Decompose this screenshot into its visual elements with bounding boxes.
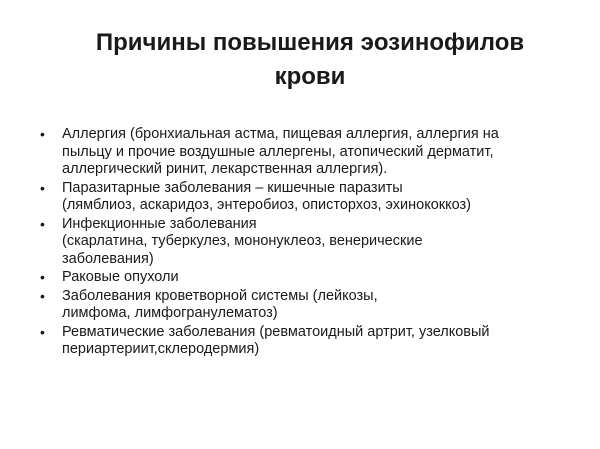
bullet-icon: • xyxy=(40,179,45,196)
list-item xyxy=(40,288,588,323)
list-item-line: аллергический ринит, лекарственная аллергия). xyxy=(62,161,388,177)
list-item xyxy=(40,269,588,287)
list-item-line: Ревматические заболевания (ревматоидный артрит, узелковый xyxy=(62,323,490,340)
list-item xyxy=(40,216,588,269)
list-item-line: Инфекционные заболевания xyxy=(62,215,257,232)
list-item-line: лимфома, лимфогранулематоз) xyxy=(62,305,278,321)
list-item-line: Паразитарные заболевания – кишечные паразиты xyxy=(62,179,403,196)
list-item-line: Заболевания кроветворной системы (лейкозы, xyxy=(62,287,378,304)
bullet-icon: • xyxy=(40,126,45,142)
bullet-icon: • xyxy=(40,215,45,232)
list-item-line: Аллергия (бронхиальная астма, пищевая аллергия, аллергия на xyxy=(62,126,499,142)
list-item-line: периартериит,склеродермия) xyxy=(62,341,260,357)
bullet-icon: • xyxy=(40,269,45,285)
list-item xyxy=(40,180,588,215)
title-line-1: Причины повышения эозинофилов xyxy=(95,29,525,56)
list-item-line: (скарлатина, туберкулез, мононуклеоз, венерические xyxy=(62,233,423,249)
list-item-line: (лямблиоз, аскаридоз, энтеробиоз, описторхоз, эхинококкоз) xyxy=(62,197,471,213)
page-title xyxy=(40,26,580,94)
title-line-2: крови xyxy=(274,63,346,90)
list-item xyxy=(40,126,588,179)
bullet-icon: • xyxy=(40,323,45,340)
list-item xyxy=(40,324,588,359)
list-item-line: заболевания) xyxy=(62,250,154,267)
list-item-line: Раковые опухоли xyxy=(62,269,179,285)
list-item-line: пыльцу и прочие воздушные аллергены, атопический дерматит, xyxy=(62,143,494,160)
causes-list xyxy=(40,126,588,360)
bullet-icon: • xyxy=(40,287,45,304)
